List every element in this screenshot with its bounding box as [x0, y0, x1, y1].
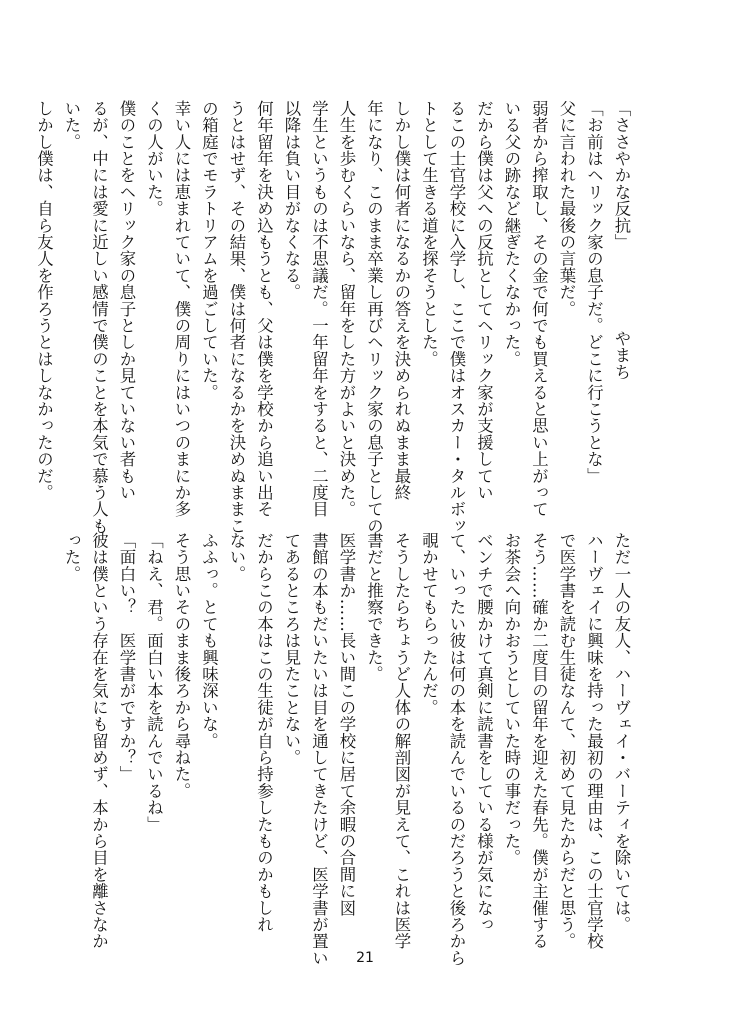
paragraph-line: そうしたらちょうど人体の解剖図が見えて、これは医学	[392, 532, 411, 950]
paragraph-line: 医学書か……長い間この学校に居て余暇の合間に図	[337, 532, 356, 917]
paragraph-line: いた。	[62, 100, 81, 151]
paragraph-line: 書館の本もだいたいは目を通してきたけど、医学書が置い	[309, 532, 329, 967]
story-author: やまち	[612, 329, 631, 380]
paragraph-line: 弱者から搾取し、その金で何でも買えると思い上がって	[529, 100, 549, 518]
paragraph-line: るが、中には愛に近しい感情で僕のことを本気で慕う人も	[89, 100, 109, 535]
paragraph-line: ない。	[227, 532, 246, 583]
story-title: 「ささやかな反抗」	[612, 100, 631, 251]
paragraph-line: の箱庭でモラトリアムを過ごしていた。	[199, 100, 219, 401]
paragraph-line: 学生というものは不思議だ。一年留年をすると、二度目	[309, 100, 329, 518]
paragraph-line: そう……確か二度目の留年を迎えた春先。僕が主催する	[529, 532, 549, 950]
paragraph-line: で医学書を読む生徒なんて、初めて見たからだと思う。	[557, 532, 576, 950]
paragraph-line: 何年留年を決め込もうとも、父は僕を学校から追い出そ	[254, 100, 274, 518]
paragraph-line: 僕のことをヘリック家の息子としか見ていない者もい	[117, 100, 136, 501]
paragraph-line: だからこの本はこの生徒が自ら持参したものかもしれ	[254, 532, 274, 933]
paragraph-line: 書だと推察できた。	[364, 532, 384, 683]
paragraph-line: ハーヴェイに興味を持った最初の理由は、この士官学校	[584, 532, 604, 950]
paragraph-line: ふふっ。とても興味深いな。	[199, 532, 219, 750]
paragraph-line: 「ねえ、君。面白い本を読んでいるね」	[144, 532, 164, 833]
paragraph-line: るこの士官学校に入学し、ここで僕はオスカー・タルボッ	[447, 100, 466, 535]
paragraph-line: しかし僕は何者になるかの答えを決められぬまま最終	[392, 100, 411, 501]
paragraph-line: 幸い人には恵まれていて、僕の周りにはいつのまにか多	[172, 100, 191, 518]
paragraph-line: そう思いそのまま後ろから尋ねた。	[172, 532, 191, 800]
paragraph-line: だから僕は父への反抗としてヘリック家が支援してい	[474, 100, 494, 501]
paragraph-line: った。	[62, 532, 81, 583]
paragraph-line: 「面白い？ 医学書がですか？」	[117, 532, 136, 783]
paragraph-line: ベンチで腰かけて真剣に読書をしている様が気になっ	[474, 532, 494, 933]
paragraph-line: お茶会へ向かおうとしていた時の事だった。	[502, 532, 521, 866]
paragraph-line: しかし僕は、自ら友人を作ろうとはしなかったのだ。	[34, 100, 54, 501]
paragraph-line: 人生を歩むくらいなら、留年をした方がよいと決めた。	[337, 100, 356, 518]
paragraph-line: 以降は負い目がなくなる。	[282, 100, 301, 301]
paragraph-line: トとして生きる道を探そうとした。	[419, 100, 439, 368]
paragraph-line: 彼は僕という存在を気にも留めず、本から目を離さなか	[89, 532, 109, 950]
paragraph-line: うとはせず、その結果、僕は何者になるかを決めぬままこ	[227, 100, 246, 535]
paragraph-line: 父に言われた最後の言葉だ。	[557, 100, 576, 318]
title-line	[608, 100, 636, 520]
page-number: 21	[356, 950, 374, 966]
paragraph-line: てあるところは見たことない。	[282, 532, 301, 766]
paragraph-line: 「お前はヘリック家の息子だ。どこに行こうとな」	[584, 100, 604, 485]
paragraph-line: ただ一人の友人、ハーヴェイ・バーティを除いては。	[612, 532, 631, 933]
paragraph-line: 覗かせてもらったんだ。	[419, 532, 439, 716]
paragraph-line: て、いったい彼は何の本を読んでいるのだろうと後ろから	[447, 532, 466, 967]
paragraph-line: 年になり、このまま卒業し再びヘリック家の息子としての	[364, 100, 384, 535]
upper-text-column	[34, 100, 635, 535]
paragraph-line: いる父の跡など継ぎたくなかった。	[502, 100, 521, 368]
paragraph-line: くの人がいた。	[144, 100, 164, 217]
